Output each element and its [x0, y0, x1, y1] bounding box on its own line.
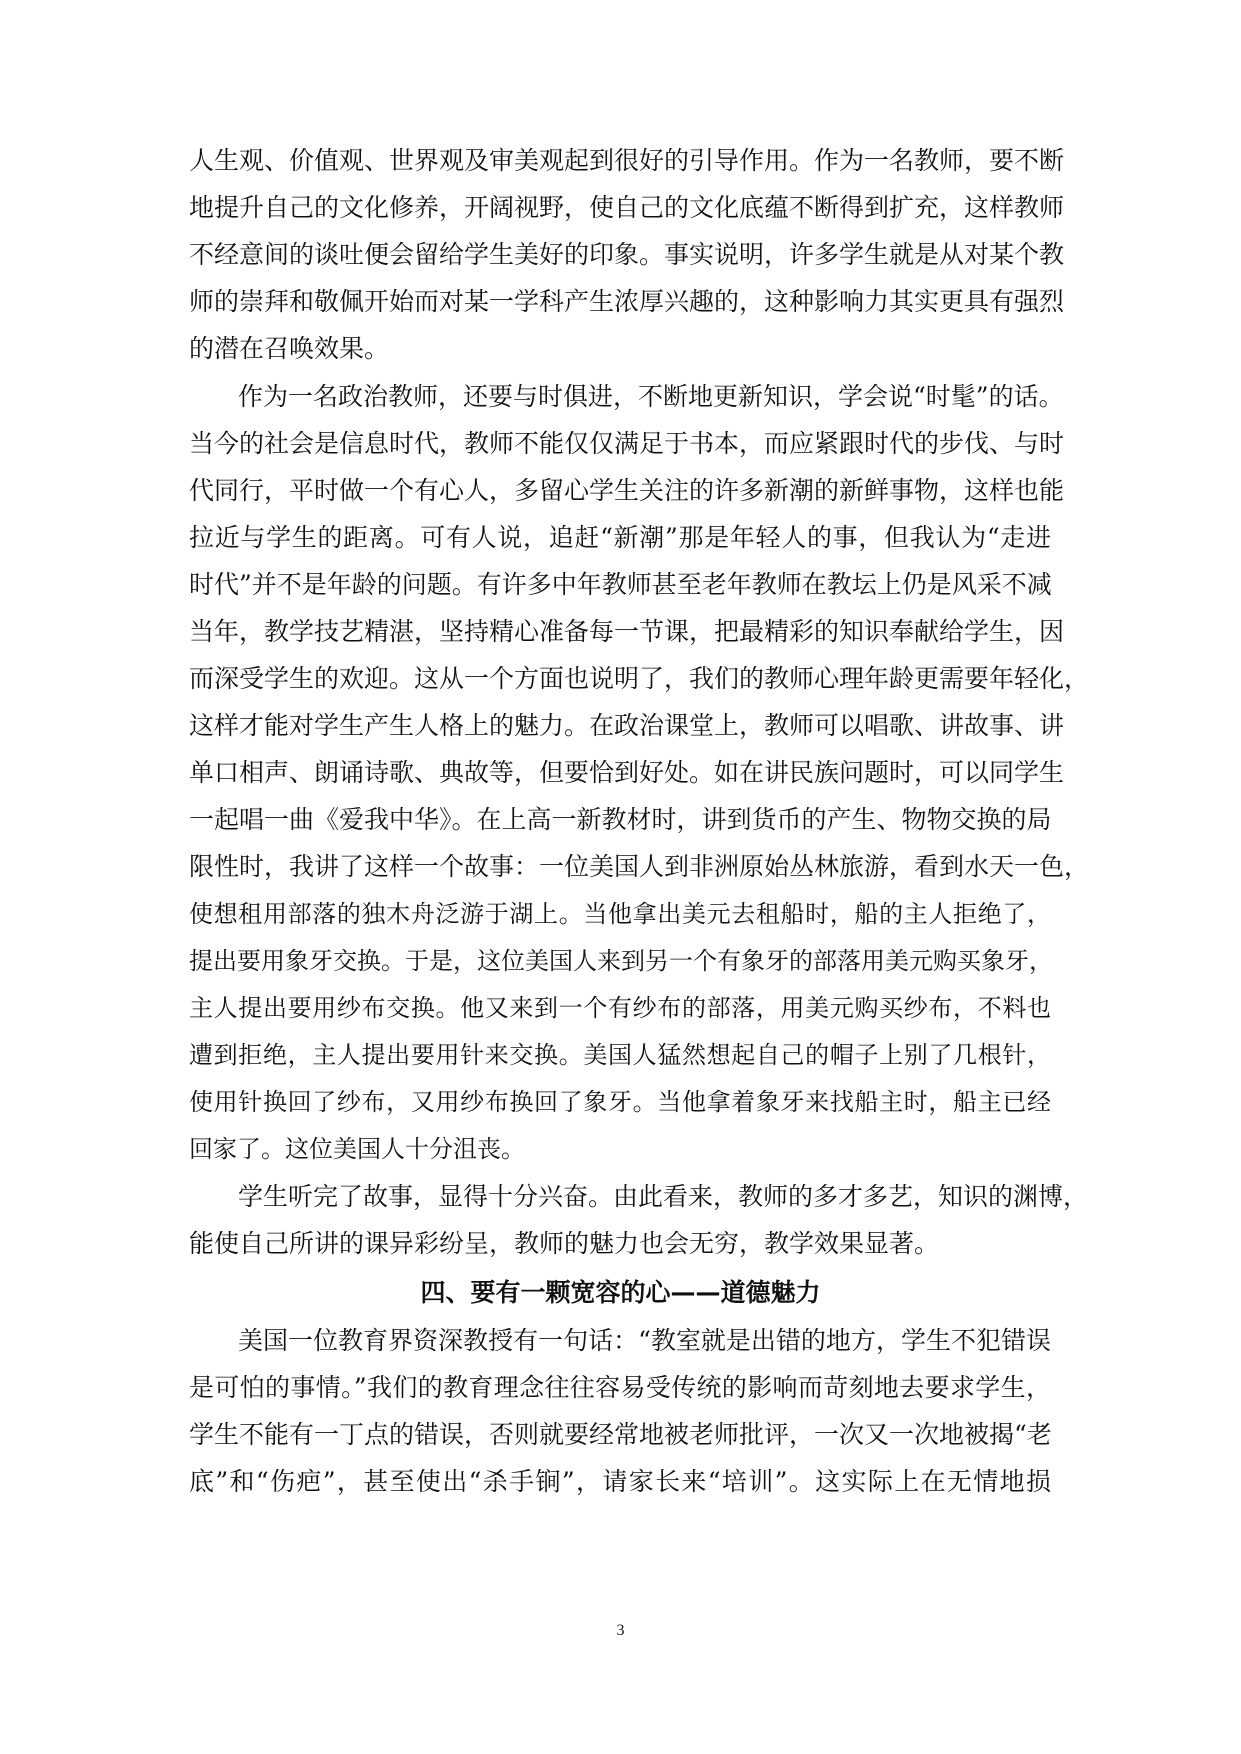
paragraph2-line: 代同行，平时做一个有心人，多留心学生关注的许多新潮的新鲜事物，这样也能: [189, 476, 1065, 505]
paragraph4-line: 底”和“伤疤”，甚至使出“杀手锏”，请家长来“培训”。这实际上在无情地损: [189, 1467, 1051, 1496]
paragraph2-line: 时代”并不是年龄的问题。有许多中年教师甚至老年教师在教坛上仍是风采不减: [189, 570, 1052, 599]
paragraph2-line: 限性时，我讲了这样一个故事：一位美国人到非洲原始丛林旅游，看到水天一色，: [189, 852, 1090, 881]
paragraph2-story-line: 使想租用部落的独木舟泛游于湖上。当他拿出美元去租船时，船的主人拒绝了，: [189, 900, 1051, 928]
paragraph2-line: 作为一名政治教师，还要与时俱进，不断地更新知识，学会说“时髦”的话。: [238, 382, 1064, 411]
paragraph4-line: 学生不能有一丁点的错误，否则就要经常地被老师批评，一次又一次地被揭“老: [189, 1420, 1052, 1449]
paragraph3-line: 学生听完了故事，显得十分兴奋。由此看来，教师的多才多艺，知识的渊博，: [238, 1182, 1089, 1211]
section-heading: 四、要有一颗宽容的心——道德魅力: [420, 1278, 821, 1307]
paragraph2-story-line: 回家了。这位美国人十分沮丧。: [189, 1135, 525, 1163]
paragraph4-line: 美国一位教育界资深教授有一句话：“教室就是出错的地方，学生不犯错误: [238, 1326, 1051, 1355]
paragraph2-story-line: 提出要用象牙交换。于是，这位美国人来到另一个有象牙的部落用美元购买象牙，: [189, 947, 1053, 975]
paragraph2-story-line: 主人提出要用纱布交换。他又来到一个有纱布的部落，用美元购买纱布，不料也: [189, 994, 1051, 1022]
paragraph1-line: 师的崇拜和敬佩开始而对某一学科产生浓厚兴趣的，这种影响力其实更具有强烈: [189, 287, 1065, 316]
paragraph3-line: 能使自己所讲的课异彩纷呈，教师的魅力也会无穷，教学效果显著。: [189, 1229, 940, 1258]
paragraph1-line: 的潜在召唤效果。: [189, 334, 390, 363]
paragraph2-story-line: 使用针换回了纱布，又用纱布换回了象牙。当他拿着象牙来找船主时，船主已经: [189, 1088, 1051, 1116]
paragraph2-line: 单口相声、朗诵诗歌、典故等，但要恰到好处。如在讲民族问题时，可以同学生: [189, 758, 1065, 787]
paragraph2-line: 而深受学生的欢迎。这从一个方面也说明了，我们的教师心理年龄更需要年轻化，: [189, 664, 1090, 693]
paragraph1-line: 地提升自己的文化修养，开阔视野，使自己的文化底蕴不断得到扩充，这样教师: [189, 193, 1065, 222]
paragraph2-story-line: 遭到拒绝，主人提出要用针来交换。美国人猛然想起自己的帽子上别了几根针，: [189, 1041, 1051, 1069]
paragraph2-line: 这样才能对学生产生人格上的魅力。在政治课堂上，教师可以唱歌、讲故事、讲: [189, 711, 1065, 740]
page-number: 3: [616, 1622, 625, 1639]
paragraph2-line: 拉近与学生的距离。可有人说，追赶“新潮”那是年轻人的事，但我认为“走进: [189, 523, 1051, 552]
paragraph2-line: 一起唱一曲《爱我中华》。在上高一新教材时，讲到货币的产生、物物交换的局: [189, 805, 1052, 834]
paragraph2-line: 当年，教学技艺精湛，坚持精心准备每一节课，把最精彩的知识奉献给学生，因: [189, 617, 1065, 646]
paragraph1-line: 不经意间的谈吐便会留给学生美好的印象。事实说明，许多学生就是从对某个教: [189, 240, 1065, 269]
paragraph2-line: 当今的社会是信息时代，教师不能仅仅满足于书本，而应紧跟时代的步伐、与时: [189, 429, 1065, 458]
paragraph1-line: 人生观、价值观、世界观及审美观起到很好的引导作用。作为一名教师，要不断: [189, 146, 1065, 175]
paragraph4-line: 是可怕的事情。”我们的教育理念往往容易受传统的影响而苛刻地去要求学生，: [189, 1373, 1051, 1402]
